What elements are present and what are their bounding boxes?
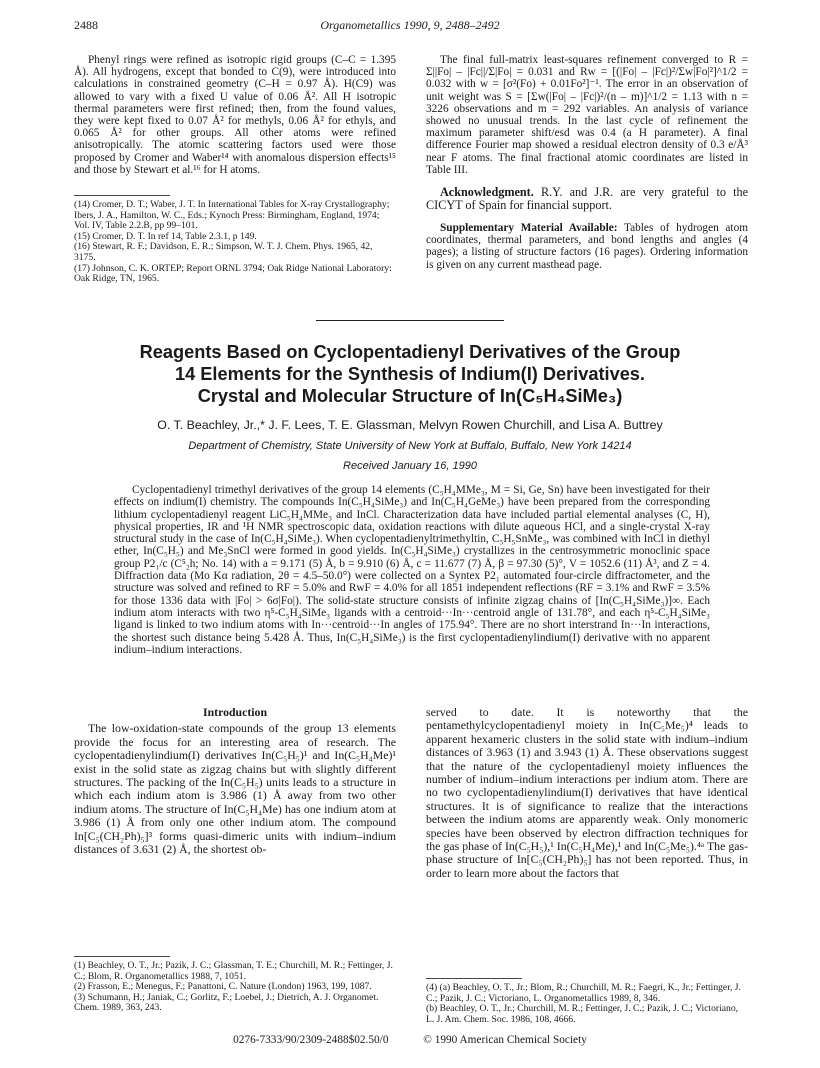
introduction-heading: Introduction (202, 705, 268, 719)
acknowledgment-heading: Acknowledgment. (440, 185, 534, 200)
footnote: (1) Beachley, O. T., Jr.; Pazik, J. C.; Glassman, T. E.; Churchill, M. R.; Fettinger, J. C.; Blom, R. Organometallics 1988, 7, 1051. (74, 960, 393, 982)
intro-footnotes-left (74, 961, 396, 1014)
article-title (60, 341, 760, 407)
intro-left-column (74, 706, 396, 856)
prev-article-footnotes (74, 200, 396, 285)
footnote: (16) Stewart, R. F.; Davidson, E. R.; Simpson, W. T. J. Chem. Phys. 1965, 42, 3175. (74, 241, 373, 263)
page-number: 2488 (74, 18, 98, 32)
footnote-rule (74, 956, 170, 957)
author-list: O. T. Beachley, Jr.,* J. F. Lees, T. E. Glassman, Melvyn Rowen Churchill, and Lisa A. Buttrey (157, 418, 663, 432)
footnote: (b) Beachley, O. T., Jr.; Churchill, M. R.; Fettinger, J. C.; Pazik, J. C.; Victoriano, L. J. Am. Chem. Soc. 1986, 108, 4666. (426, 1003, 739, 1025)
footnote-rule (426, 978, 522, 979)
intro-footnotes-right (426, 983, 748, 1025)
footnote: (14) Cromer, D. T.; Waber, J. T. In International Tables for X-ray Crystallography; Ibers, J. A., Hamilton, W. C., Eds.; Kynoch Press: Birmingham, England, 1974; Vol. IV, Table 2.2.B, pp 99–101. (74, 199, 390, 232)
supplementary-text: Tables of hydrogen atom coordinates, thermal parameters, and bond lengths and angles (4 pages); a listing of structure factors (16 pages). Ordering information is given on any current masthead page. (426, 222, 749, 271)
refinement-paragraph: Phenyl rings were refined as isotropic rigid groups (C–C = 1.395 Å). All hydrogens, except that bonded to C(9), were introduced into calculations in constrained geometry (C–H = 0.97 Å). H(C9) was allowed to vary with a fixed U value of 0.06 Å². All H isotropic thermal parameters were first refined; then, from the found values, they were kept fixed to 0.07 Å² for methyls, 0.06 Å² for ethyls, and 0.065 Å² for other groups. All other atoms were refined anisotropically. The atomic scattering factors used were those proposed by Cromer and Waber¹⁴ with anomalous dispersion effects¹⁵ and those by Stewart et al.¹⁶ for H atoms. (74, 54, 396, 176)
supplementary-material (426, 222, 748, 271)
footnote: (15) Cromer, D. T. In ref 14, Table 2.3.1, p 149. (74, 230, 257, 242)
refinement-results-paragraph: The final full-matrix least-squares refinement converged to R = Σ||Fo| – |Fc||/Σ|Fo| = 0.031 and Rw = [(|Fo| – |Fc|)²/Σw|Fo|²]^1/2 = 0.032 with w = [σ²(Fo) + 0.01Fo²]⁻¹. The error in an observation of unit weight was S = [Σw(|Fo| – |Fc|)²/(n – m)]^1/2 = 1.13 with n = 3226 observations and m = 292 variables. An analysis of variance showed no unusual trends. In the last cycle of refinement the maximum parameter shift/esd was 0.4 (a H parameter). A final difference Fourier map showed a residual electron density of 0.3 e/Å³ near F atoms. The final fractional atomic coordinates are listed in Table III. (426, 54, 748, 176)
footnote: (2) Frasson, E.; Menegus, F.; Panattoni, C. Nature (London) 1963, 199, 1087. (74, 981, 372, 993)
price-code: 0276-7333/90/2309-2488$02.50/0 (233, 1034, 389, 1046)
article-separator-rule (316, 320, 504, 321)
intro-paragraph: The low-oxidation-state compounds of the group 13 elements provide the focus for an interesting area of research. The cyclopentadienylindium(I) derivatives In(C₅H₅)¹ and In(C₅H₄Me)¹ exist in the solid state as zigzag chains but with slightly different structures. The packing of the In(C₅H₅) units leads to a structure in which each indium atom is 3.986 (1) Å away from two other indium atoms. The structure of In(C₅H₄Me) has one indium atom at 3.986 (1) Å from only one other indium atom. The compound In[C₅(CH₂Ph)₅]³ forms quasi-dimeric units with indium–indium distances of 3.631 (2) Å, the shortest ob- (74, 721, 396, 857)
prev-article-right-column (426, 54, 748, 271)
affiliation: Department of Chemistry, State University of New York at Buffalo, Buffalo, New York 14214 (188, 440, 632, 452)
footnote: (3) Schumann, H.; Janiak, C.; Gorlitz, F.; Loebel, J.; Dietrich, A. J. Organomet. Chem. 1989, 363, 243. (74, 991, 379, 1014)
page-footer (0, 1034, 820, 1046)
abstract (114, 484, 710, 656)
footnote: (17) Johnson, C. K. ORTEP; Report ORNL 3794; Oak Ridge National Laboratory: Oak Ridge, TN, 1965. (74, 262, 392, 285)
supplementary-heading: Supplementary Material Available: (440, 222, 618, 235)
footnote-rule (74, 195, 170, 196)
title-line: 14 Elements for the Synthesis of Indium(I) Derivatives. (175, 364, 645, 384)
acknowledgment-text: R.Y. and J.R. are very grateful to the CICYT of Spain for financial support. (426, 185, 749, 213)
intro-paragraph-continued: served to date. It is noteworthy that the pentamethylcyclopentadienyl moiety in In(C₅Me₅)⁴ leads to apparent hexameric clusters in the solid state with indium–indium distances of 3.963 (1) and 3.943 (1) Å. These observations suggest that the nature of the cyclopentadienyl moiety influences the number of indium–indium interactions per indium atom. There are no two cyclopentadienylindium(I) derivatives that have identical structures. It is of significance to realize that the interactions between the indium atoms are apparently weak. Only monomeric species have been observed by electron diffraction techniques for the gas phase of In(C₅H₅),¹ In(C₅H₄Me),¹ and In(C₅Me₅).⁴ᵃ The gas-phase structure of In[C₅(CH₂Ph)₅] has not been reported. Thus, in order to learn more about the factors that (426, 705, 748, 880)
journal-citation: Organometallics 1990, 9, 2488–2492 (320, 18, 500, 32)
intro-right-column (426, 706, 748, 880)
received-date: Received January 16, 1990 (343, 460, 477, 472)
copyright: © 1990 American Chemical Society (423, 1034, 587, 1046)
title-line: Crystal and Molecular Structure of In(C₅H₄SiMe₃) (197, 386, 623, 406)
acknowledgment (426, 186, 748, 212)
title-line: Reagents Based on Cyclopentadienyl Derivatives of the Group (139, 342, 681, 362)
prev-article-left-column (74, 54, 396, 176)
running-header (74, 18, 746, 34)
abstract-text: Cyclopentadienyl trimethyl derivatives of the group 14 elements (C₅H₄MMe₃, M = Si, Ge, Sn) have been investigated for their effects on indium(I) chemistry. The compounds In(C₅H₄SiMe₃) and In(C₅H₄GeMe₃) have been prepared from the corresponding lithium cyclopentadienyl reagent LiC₅H₄MMe₃ and InCl. Characterization data have included partial elemental analyses (C, H), physical properties, IR and ¹H NMR spectroscopic data, oxidation reactions with dilute aqueous HCl, and a single-crystal X-ray structural study in the case of In(C₅H₄SiMe₃). When cyclopentadienyltrimethyltin, C₅H₅SnMe₃, was combined with InCl in diethyl ether, In(C₅H₅) and Me₃SnCl were formed in good yields. In(C₅H₄SiMe₃) crystallizes in the centrosymmetric monoclinic space group P2₁/c (C⁵₂h; No. 14) with a = 9.171 (5) Å, b = 9.910 (6) Å, c = 11.677 (7) Å, β = 97.30 (5)°, V = 1052.6 (11) Å³, and Z = 4. Diffraction data (Mo Kα radiation, 2θ = 4.5–50.0°) were collected on a Syntex P2₁ automated four-circle diffractometer, and the structure was solved and refined to RF = 5.0% and RwF = 4.0% for all 1851 independent reflections (RF = 3.1% and RwF = 3.5% for those 1336 data with |Fo| > 6σ|Fo|). The solid-state structure consists of infinite zigzag chains of [In(C₅H₄SiMe₃)]∞. Each indium atom interacts with two η⁵-C₅H₄SiMe₃ ligands with a centroid···In···centroid angle of 131.78°, and each η⁵-C₅H₄SiMe₃ ligand is linked to two indium atoms with In···centroid···In angles of 175.94°. There are no short interstrand In···In interactions, the shortest such distance being 5.428 Å. Thus, In(C₅H₄SiMe₃) is the first cyclopentadienylindium(I) derivative with no apparent indium–indium interactions. (114, 484, 710, 656)
footnote: (4) (a) Beachley, O. T., Jr.; Blom, R.; Churchill, M. R.; Faegri, K., Jr.; Fettinger, J. C.; Pazik, J. C.; Victoriano, L. Organometallics 1989, 8, 346. (426, 982, 741, 1004)
